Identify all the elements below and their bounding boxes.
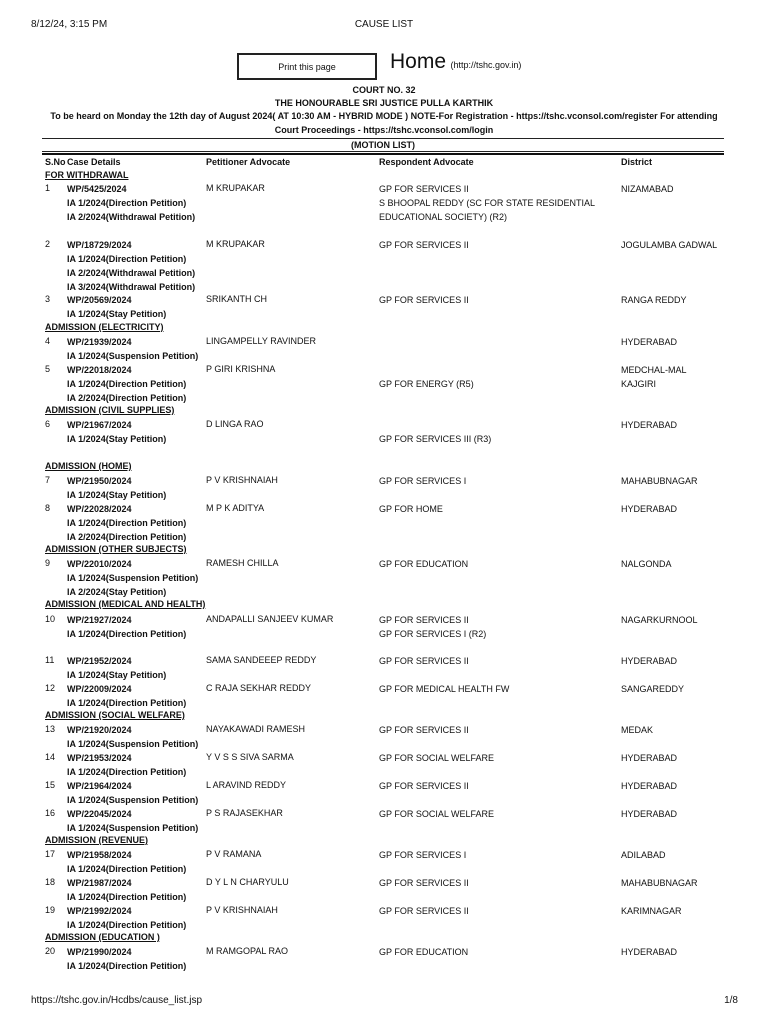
column-header-district: District [621,157,653,167]
respondent-entry: GP FOR SOCIAL WELFARE [379,809,495,819]
respondent-entry: GP FOR SERVICES II [379,184,469,194]
case-number[interactable]: WP/21967/2024 [67,420,132,430]
footer-url: https://tshc.gov.in/Hcdbs/cause_list.jsp [31,995,203,1006]
respondent-entry: GP FOR SERVICES II [379,781,469,791]
respondent-advocate [379,724,617,738]
serial-number: 20 [45,946,56,956]
ia-entry: IA 1/2024(Direction Petition) [67,378,187,389]
serial-number: 14 [45,752,56,762]
petitioner-advocate: M RAMGOPAL RAO [206,946,289,956]
case-details [67,336,207,364]
respondent-advocate [379,614,617,642]
ia-entry: IA 1/2024(Direction Petition) [67,628,187,639]
district: HYDERABAD [621,656,678,666]
case-details [67,655,207,683]
case-number[interactable]: WP/21927/2024 [67,615,132,625]
respondent-entry: GP FOR EDUCATION [379,559,469,569]
serial-number: 12 [45,683,56,693]
section-heading: ADMISSION (CIVIL SUPPLIES) [45,405,175,415]
court-number: COURT NO. 32 [352,85,416,95]
column-header-case: Case Details [67,157,121,167]
petitioner-advocate: M KRUPAKAR [206,239,265,249]
petitioner-advocate: C RAJA SEKHAR REDDY [206,683,312,693]
serial-number: 5 [45,364,51,374]
case-number[interactable]: WP/21953/2024 [67,753,132,763]
case-number[interactable]: WP/21992/2024 [67,906,132,916]
ia-entry: IA 1/2024(Direction Petition) [67,517,187,528]
petitioner-advocate: LINGAMPELLY RAVINDER [206,336,317,346]
case-details [67,724,207,752]
ia-entry: IA 1/2024(Direction Petition) [67,766,187,777]
serial-number: 13 [45,724,56,734]
ia-entry: IA 1/2024(Suspension Petition) [67,738,199,749]
petitioner-advocate: RAMESH CHILLA [206,558,279,568]
serial-number: 19 [45,905,56,915]
case-details [67,683,207,711]
respondent-entry: GP FOR SERVICES II [379,240,469,250]
district: KARIMNAGAR [621,906,682,916]
case-number[interactable]: WP/22010/2024 [67,559,132,569]
district: MEDAK [621,725,654,735]
district: SANGAREDDY [621,684,685,694]
case-details [67,419,207,447]
ia-entry: IA 1/2024(Direction Petition) [67,863,187,874]
ia-entry: IA 2/2024(Stay Petition) [67,586,167,597]
section-heading: ADMISSION (HOME) [45,461,132,471]
case-number[interactable]: WP/20569/2024 [67,295,132,305]
case-number[interactable]: WP/21964/2024 [67,781,132,791]
ia-entry: IA 1/2024(Stay Petition) [67,308,167,319]
district: RANGA REDDY [621,295,687,305]
respondent-advocate [379,294,617,308]
petitioner-advocate: M KRUPAKAR [206,183,265,193]
ia-entry: IA 2/2024(Withdrawal Petition) [67,211,196,222]
respondent-advocate [379,655,617,669]
serial-number: 1 [45,183,51,193]
district: HYDERABAD [621,420,678,430]
respondent-entry: GP FOR HOME [379,504,443,514]
print-button[interactable]: Print this page [237,53,377,80]
case-details [67,239,207,295]
petitioner-advocate: SAMA SANDEEEP REDDY [206,655,317,665]
district: ADILABAD [621,850,666,860]
petitioner-advocate: M P K ADITYA [206,503,265,513]
respondent-entry: GP FOR SERVICES I [379,476,467,486]
petitioner-advocate: P V KRISHNAIAH [206,475,278,485]
case-details [67,946,207,974]
respondent-advocate [379,683,617,697]
petitioner-advocate: P S RAJASEKHAR [206,808,283,818]
respondent-entry: GP FOR SERVICES II [379,656,469,666]
respondent-entry: GP FOR SERVICES II [379,295,469,305]
respondent-advocate [379,752,617,766]
respondent-entry: S BHOOPAL REDDY (SC FOR STATE RESIDENTIAL EDUCATIONAL SOCIETY) (R2) [379,197,595,222]
home-link-group [390,50,521,74]
ia-entry: IA 1/2024(Stay Petition) [67,433,167,444]
respondent-entry: GP FOR SERVICES I [379,850,467,860]
ia-entry: IA 1/2024(Direction Petition) [67,891,187,902]
case-number[interactable]: WP/21920/2024 [67,725,132,735]
ia-entry: IA 1/2024(Stay Petition) [67,489,167,500]
page-number: 1/8 [724,995,738,1006]
respondent-advocate [379,808,617,822]
serial-number: 7 [45,475,51,485]
respondent-advocate [379,378,617,392]
serial-number: 9 [45,558,51,568]
respondent-advocate [379,433,617,447]
serial-number: 3 [45,294,51,304]
case-details [67,877,207,905]
petitioner-advocate: P V RAMANA [206,849,262,859]
district: NALGONDA [621,559,672,569]
column-header-petitioner: Petitioner Advocate [206,157,291,167]
district: MEDCHAL-MALKAJGIRI [621,365,687,389]
serial-number: 17 [45,849,56,859]
ia-entry: IA 1/2024(Suspension Petition) [67,572,199,583]
page-header-title: CAUSE LIST [354,19,414,30]
ia-entry: IA 3/2024(Withdrawal Petition) [67,281,196,292]
hearing-notice: To be heard on Monday the 12th day of August 2024( AT 10:30 AM - HYBRID MODE ) NOTE-For Registration - https://tshc.vconsol.com/register For attending Court Proceedings - https://tshc.vconsol.com/login [50,111,718,135]
respondent-entry: GP FOR ENERGY (R5) [379,378,474,389]
case-details [67,752,207,780]
section-heading: ADMISSION (OTHER SUBJECTS) [45,544,187,554]
case-number[interactable]: WP/22028/2024 [67,504,132,514]
serial-number: 2 [45,239,51,249]
petitioner-advocate: SRIKANTH CH [206,294,268,304]
district: HYDERABAD [621,947,678,957]
case-details [67,503,207,545]
ia-entry: IA 2/2024(Withdrawal Petition) [67,267,196,278]
respondent-entry: GP FOR SERVICES II [379,906,469,916]
serial-number: 15 [45,780,56,790]
list-type-bar [42,138,724,152]
case-details [67,614,207,642]
section-heading: ADMISSION (EDUCATION ) [45,932,160,942]
district: MAHABUBNAGAR [621,476,698,486]
respondent-advocate [379,183,617,225]
case-number[interactable]: WP/21987/2024 [67,878,132,888]
case-details [67,558,207,600]
ia-entry: IA 1/2024(Suspension Petition) [67,350,199,361]
district: HYDERABAD [621,337,678,347]
serial-number: 18 [45,877,56,887]
case-details [67,905,207,933]
case-number[interactable]: WP/21950/2024 [67,476,132,486]
ia-entry: IA 1/2024(Direction Petition) [67,697,187,708]
serial-number: 6 [45,419,51,429]
section-heading: ADMISSION (MEDICAL AND HEALTH) [45,599,206,609]
petitioner-advocate: D LINGA RAO [206,419,264,429]
ia-entry: IA 2/2024(Direction Petition) [67,392,187,403]
case-number[interactable]: WP/21958/2024 [67,850,132,860]
district: HYDERABAD [621,781,678,791]
case-details [67,849,207,877]
case-number[interactable]: WP/21990/2024 [67,947,132,957]
case-number[interactable]: WP/22009/2024 [67,684,132,694]
ia-entry: IA 1/2024(Direction Petition) [67,919,187,930]
petitioner-advocate: P V KRISHNAIAH [206,905,278,915]
district: HYDERABAD [621,753,678,763]
serial-number: 4 [45,336,51,346]
respondent-advocate [379,558,617,572]
ia-entry: IA 1/2024(Direction Petition) [67,960,187,971]
serial-number: 10 [45,614,56,624]
respondent-entry: GP FOR SERVICES II [379,725,469,735]
district: HYDERABAD [621,809,678,819]
respondent-advocate [379,877,617,891]
column-header-respondent: Respondent Advocate [379,157,474,167]
district: NAGARKURNOOL [621,615,698,625]
district: HYDERABAD [621,504,678,514]
petitioner-advocate: Y V S S SIVA SARMA [206,752,294,762]
home-link[interactable]: Home [390,50,447,73]
ia-entry: IA 1/2024(Suspension Petition) [67,794,199,805]
district: MAHABUBNAGAR [621,878,698,888]
court-info [50,84,718,137]
header-divider [42,153,724,155]
column-header-sno: S.No [45,157,66,167]
case-number[interactable]: WP/18729/2024 [67,240,132,250]
respondent-advocate [379,475,617,489]
case-number[interactable]: WP/22045/2024 [67,809,132,819]
case-number[interactable]: WP/21939/2024 [67,337,132,347]
ia-entry: IA 2/2024(Direction Petition) [67,531,187,542]
section-heading: ADMISSION (ELECTRICITY) [45,322,164,332]
respondent-entry: GP FOR SERVICES II [379,878,469,888]
case-number[interactable]: WP/5425/2024 [67,184,127,194]
petitioner-advocate: D Y L N CHARYULU [206,877,289,887]
respondent-advocate [379,780,617,794]
district: NIZAMABAD [621,184,674,194]
petitioner-advocate: L ARAVIND REDDY [206,780,287,790]
respondent-entry: GP FOR SERVICES II [379,615,469,625]
respondent-advocate [379,905,617,919]
case-details [67,808,207,836]
respondent-entry: GP FOR SERVICES I (R2) [379,628,487,639]
section-heading: FOR WITHDRAWAL [45,170,129,180]
respondent-entry: GP FOR MEDICAL HEALTH FW [379,684,510,694]
case-details [67,183,207,225]
case-details [67,475,207,503]
print-datetime: 8/12/24, 3:15 PM [31,19,108,30]
case-details [67,780,207,808]
respondent-advocate [379,849,617,863]
list-type-label: (MOTION LIST) [351,140,415,150]
petitioner-advocate: ANDAPALLI SANJEEV KUMAR [206,614,334,624]
section-heading: ADMISSION (SOCIAL WELFARE) [45,710,185,720]
ia-entry: IA 1/2024(Direction Petition) [67,253,187,264]
petitioner-advocate: P GIRI KRISHNA [206,364,276,374]
judge-name: THE HONOURABLE SRI JUSTICE PULLA KARTHIK [274,98,494,109]
ia-entry: IA 1/2024(Stay Petition) [67,669,167,680]
ia-entry: IA 1/2024(Suspension Petition) [67,822,199,833]
respondent-advocate [379,239,617,253]
serial-number: 11 [45,655,55,665]
case-number[interactable]: WP/22018/2024 [67,365,132,375]
serial-number: 16 [45,808,56,818]
respondent-advocate [379,946,617,960]
respondent-entry: GP FOR SOCIAL WELFARE [379,753,495,763]
serial-number: 8 [45,503,51,513]
home-url-text: (http://tshc.gov.in) [450,60,522,70]
respondent-entry: GP FOR EDUCATION [379,947,469,957]
district: JOGULAMBA GADWAL [621,240,718,250]
petitioner-advocate: NAYAKAWADI RAMESH [206,724,306,734]
case-number[interactable]: WP/21952/2024 [67,656,132,666]
ia-entry: IA 1/2024(Direction Petition) [67,197,187,208]
case-details [67,364,207,406]
respondent-advocate [379,503,617,517]
section-heading: ADMISSION (REVENUE) [45,835,149,845]
case-details [67,294,207,322]
respondent-entry: GP FOR SERVICES III (R3) [379,433,492,444]
